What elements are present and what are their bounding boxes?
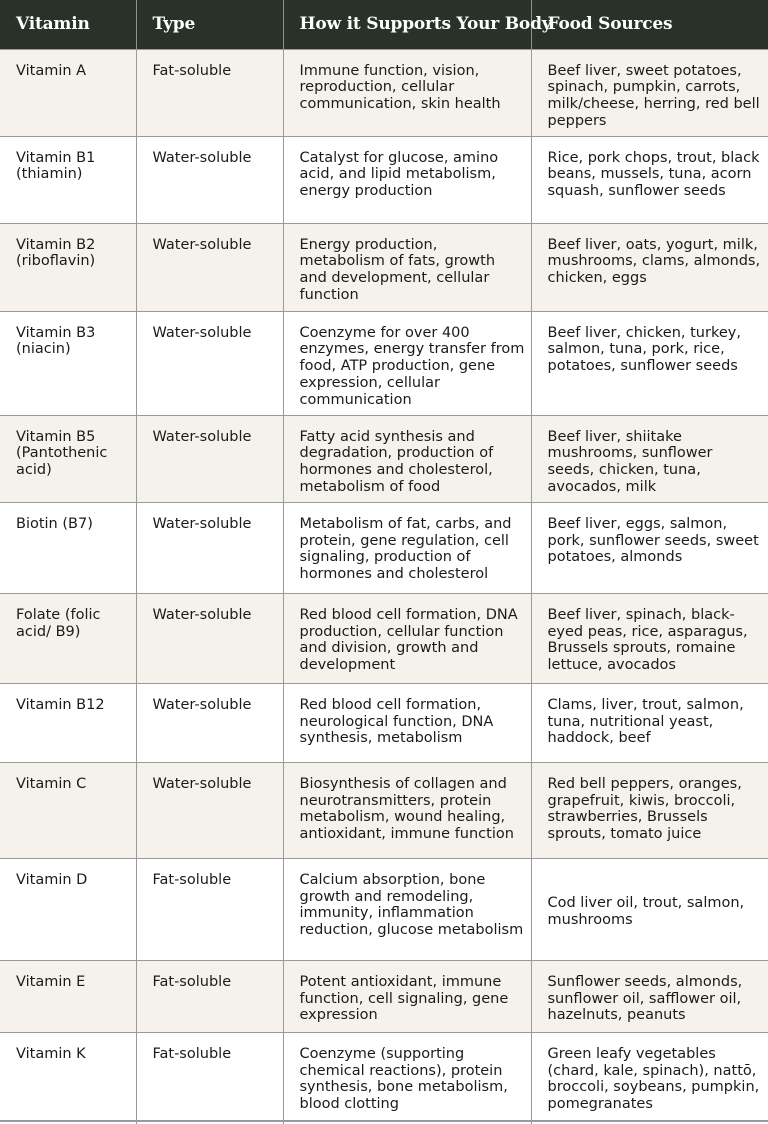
cell-food-sources: Beef liver, chicken, turkey, salmon, tuna, pork, rice, potatoes, sunflower seeds: [531, 311, 768, 415]
cell-supports: Coenzyme (supporting chemical reactions), protein synthesis, bone metabolism, blood clotting: [283, 1032, 531, 1124]
table-row: [0, 223, 768, 311]
cell-supports: Potent antioxidant, immune function, cell signaling, gene expression: [283, 960, 531, 1032]
cell-type: Fat-soluble: [136, 49, 283, 136]
table-row: [0, 136, 768, 223]
cell-type: Water-soluble: [136, 415, 283, 502]
cell-type: Water-soluble: [136, 223, 283, 311]
cell-vitamin: Vitamin B3 (niacin): [0, 311, 136, 415]
table-row: [0, 960, 768, 1032]
cell-food-sources: Red bell peppers, oranges, grapefruit, kiwis, broccoli, strawberries, Brussels sprouts, tomato juice: [531, 762, 768, 858]
cell-supports: Coenzyme for over 400 enzymes, energy transfer from food, ATP production, gene expression, cellular communication: [283, 311, 531, 415]
cell-vitamin: Biotin (B7): [0, 502, 136, 593]
cell-type: Water-soluble: [136, 502, 283, 593]
table-row: [0, 683, 768, 762]
cell-food-sources: Beef liver, sweet potatoes, spinach, pumpkin, carrots, milk/cheese, herring, red bell peppers: [531, 49, 768, 136]
cell-type: Fat-soluble: [136, 960, 283, 1032]
table-row: [0, 1032, 768, 1124]
cell-supports: Red blood cell formation, DNA production, cellular function and division, growth and development: [283, 593, 531, 683]
cell-supports: Fatty acid synthesis and degradation, production of hormones and cholesterol, metabolism of food: [283, 415, 531, 502]
cell-type: Water-soluble: [136, 136, 283, 223]
cell-supports: Energy production, metabolism of fats, growth and development, cellular function: [283, 223, 531, 311]
header-supports: How it Supports Your Body: [283, 0, 531, 49]
cell-type: Water-soluble: [136, 311, 283, 415]
cell-vitamin: Vitamin D: [0, 858, 136, 960]
table-header: [0, 0, 768, 49]
table-row: [0, 415, 768, 502]
table-body: [0, 49, 768, 1124]
table-row: [0, 502, 768, 593]
cell-type: Water-soluble: [136, 593, 283, 683]
cell-food-sources: Clams, liver, trout, salmon, tuna, nutritional yeast, haddock, beef: [531, 683, 768, 762]
header-type: Type: [136, 0, 283, 49]
cell-supports: Catalyst for glucose, amino acid, and lipid metabolism, energy production: [283, 136, 531, 223]
cell-vitamin: Vitamin A: [0, 49, 136, 136]
cell-vitamin: Vitamin B1 (thiamin): [0, 136, 136, 223]
cell-food-sources: Rice, pork chops, trout, black beans, mussels, tuna, acorn squash, sunflower seeds: [531, 136, 768, 223]
table-row: [0, 762, 768, 858]
header-row: [0, 0, 768, 49]
cell-food-sources: Beef liver, oats, yogurt, milk, mushrooms, clams, almonds, chicken, eggs: [531, 223, 768, 311]
table-row: [0, 311, 768, 415]
cell-vitamin: Vitamin K: [0, 1032, 136, 1124]
cell-food-sources: Beef liver, spinach, black-eyed peas, rice, asparagus, Brussels sprouts, romaine lettuce, avocados: [531, 593, 768, 683]
cell-vitamin: Folate (folic acid/ B9): [0, 593, 136, 683]
cell-type: Water-soluble: [136, 683, 283, 762]
cell-food-sources: Beef liver, shiitake mushrooms, sunflower seeds, chicken, tuna, avocados, milk: [531, 415, 768, 502]
cell-vitamin: Vitamin B5 (Pantothenic acid): [0, 415, 136, 502]
cell-type: Water-soluble: [136, 762, 283, 858]
cell-supports: Calcium absorption, bone growth and remodeling, immunity, inflammation reduction, glucose metabolism: [283, 858, 531, 960]
table-row: [0, 593, 768, 683]
table-row: [0, 49, 768, 136]
header-vitamin: Vitamin: [0, 0, 136, 49]
cell-vitamin: Vitamin B2 (riboflavin): [0, 223, 136, 311]
header-food-sources: Food Sources: [531, 0, 768, 49]
cell-food-sources: Sunflower seeds, almonds, sunflower oil, safflower oil, hazelnuts, peanuts: [531, 960, 768, 1032]
cell-supports: Red blood cell formation, neurological function, DNA synthesis, metabolism: [283, 683, 531, 762]
cell-type: Fat-soluble: [136, 1032, 283, 1124]
cell-vitamin: Vitamin E: [0, 960, 136, 1032]
cell-vitamin: Vitamin B12: [0, 683, 136, 762]
cell-food-sources: Green leafy vegetables (chard, kale, spinach), nattō, broccoli, soybeans, pumpkin, pomegranates: [531, 1032, 768, 1124]
cell-food-sources: Beef liver, eggs, salmon, pork, sunflower seeds, sweet potatoes, almonds: [531, 502, 768, 593]
cell-food-sources: Cod liver oil, trout, salmon, mushrooms: [531, 858, 768, 960]
cell-type: Fat-soluble: [136, 858, 283, 960]
cell-supports: Immune function, vision, reproduction, cellular communication, skin health: [283, 49, 531, 136]
cell-supports: Biosynthesis of collagen and neurotransmitters, protein metabolism, wound healing, antioxidant, immune function: [283, 762, 531, 858]
cell-vitamin: Vitamin C: [0, 762, 136, 858]
cell-supports: Metabolism of fat, carbs, and protein, gene regulation, cell signaling, production of hormones and cholesterol: [283, 502, 531, 593]
table-row: [0, 858, 768, 960]
